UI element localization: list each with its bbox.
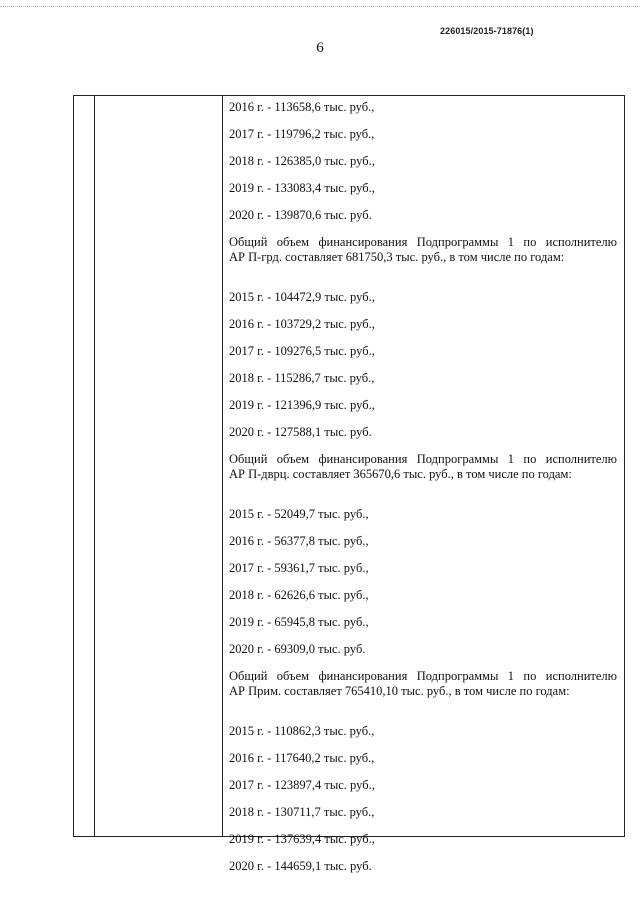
year-amount-line: 2019 г. - 65945,8 тыс. руб., [229,615,369,629]
year-amount-line: 2016 г. - 103729,2 тыс. руб., [229,317,375,331]
scan-top-edge [0,6,640,7]
year-amount-line: 2017 г. - 109276,5 тыс. руб., [229,344,375,358]
year-amount-line: 2016 г. - 56377,8 тыс. руб., [229,534,369,548]
year-amount-line: 2018 г. - 62626,6 тыс. руб., [229,588,369,602]
summary-line-2: АР П-грд. составляет 681750,3 тыс. руб., в том числе по годам: [229,250,565,264]
executor-summary-paragraph [229,669,617,724]
year-amount-line: 2016 г. - 117640,2 тыс. руб., [229,751,375,765]
financing-table [73,95,625,873]
summary-line-1: Общий объем финансирования Подпрограммы 1 по исполнителю [229,452,617,466]
summary-line-2: АР Прим. составляет 765410,10 тыс. руб., в том числе по годам: [229,684,570,698]
executor-summary-paragraph [229,452,617,507]
year-amount-line: 2015 г. - 104472,9 тыс. руб., [229,290,375,304]
year-amount-line: 2015 г. - 52049,7 тыс. руб., [229,507,369,521]
financing-text-cell [224,96,624,886]
year-amount-line: 2019 г. - 121396,9 тыс. руб., [229,398,375,412]
year-amount-line: 2017 г. - 123897,4 тыс. руб., [229,778,375,792]
executor-summary-paragraph [229,235,617,290]
year-amount-line: 2016 г. - 113658,6 тыс. руб., [229,100,375,114]
year-amount-line: 2015 г. - 110862,3 тыс. руб., [229,724,375,738]
column-divider-2 [222,96,223,836]
year-amount-line: 2018 г. - 126385,0 тыс. руб., [229,154,375,168]
page-number: 6 [316,40,324,56]
year-amount-line: 2020 г. - 144659,1 тыс. руб. [229,859,372,873]
year-amount-line: 2017 г. - 59361,7 тыс. руб., [229,561,369,575]
summary-line-1: Общий объем финансирования Подпрограммы 1 по исполнителю [229,235,617,249]
summary-line-1: Общий объем финансирования Подпрограммы 1 по исполнителю [229,669,617,683]
year-amount-line: 2020 г. - 127588,1 тыс. руб. [229,425,372,439]
document-number-stamp: 226015/2015-71876(1) [440,26,534,36]
year-amount-line: 2017 г. - 119796,2 тыс. руб., [229,127,375,141]
column-divider-1 [94,96,95,836]
year-amount-line: 2018 г. - 115286,7 тыс. руб., [229,371,375,385]
year-amount-line: 2018 г. - 130711,7 тыс. руб., [229,805,375,819]
year-amount-line: 2019 г. - 133083,4 тыс. руб., [229,181,375,195]
summary-line-2: АР П-дврц. составляет 365670,6 тыс. руб., в том числе по годам: [229,467,572,481]
year-amount-line: 2019 г. - 137639,4 тыс. руб., [229,832,375,846]
year-amount-line: 2020 г. - 69309,0 тыс. руб. [229,642,366,656]
year-amount-line: 2020 г. - 139870,6 тыс. руб. [229,208,372,222]
